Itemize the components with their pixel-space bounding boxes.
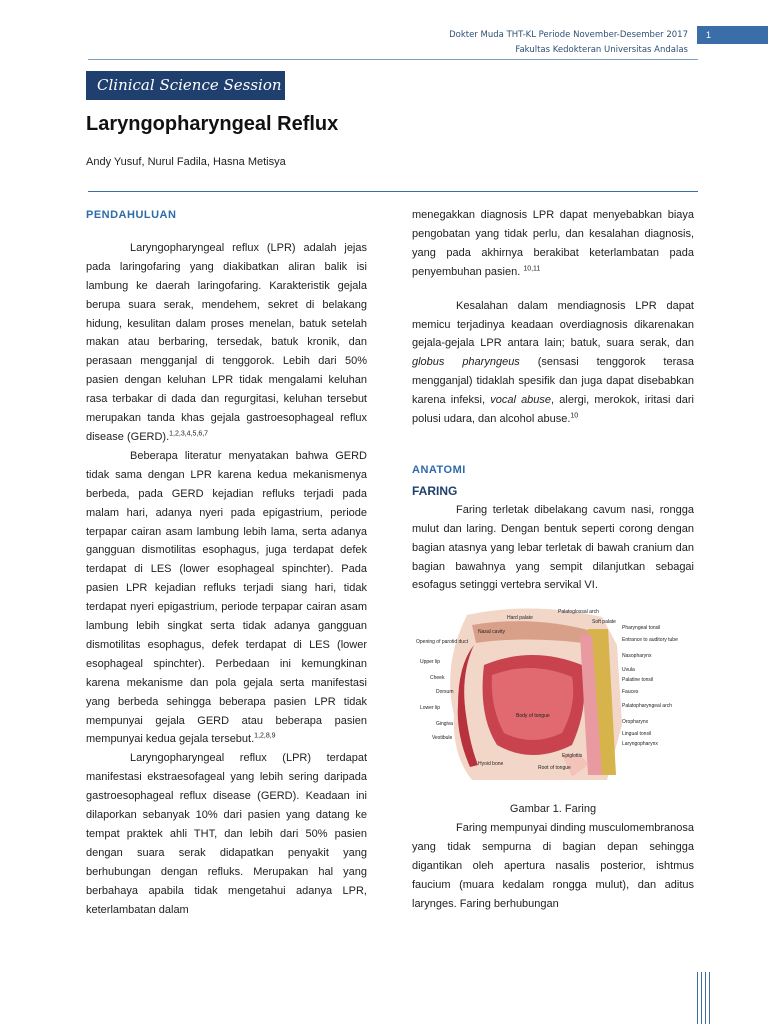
decorative-lines	[697, 972, 737, 1024]
paragraph-3: Laryngopharyngeal reflux (LPR) terdapat manifestasi ekstraesofageal yang lebih sering daripada gastroesophageal reflux disease (GERD). Keadaan ini dilaporkan sebanyak 10% dari pasien yang datang ke tempat praktek ahli THT, dan lebih dari 50% pasien dengan suara serak didapatkan penyakit yang berhubungan dengan refluks. Merupakan hal yang berbahaya apabila tidak mengetahui adanya LPR, keterlambatan dalam	[86, 752, 367, 916]
paper-title: Laryngopharyngeal Reflux	[86, 113, 339, 135]
header-rule	[88, 59, 698, 60]
label-vestibule: Vestibule	[432, 735, 453, 742]
paragraph-7: Faring mempunyai dinding musculomembranosa yang tidak sempurna di bagian depan sehingga digantikan oleh apertura nasalis posterior, ishtmus faucium (muara kedalam rongga mulut), dan aditus larynges. Faring berhubungan	[412, 822, 694, 910]
label-nasopharynx: Nasopharynx	[622, 653, 652, 660]
label-gingiva: Gingiva	[436, 721, 453, 728]
label-body-of-tongue: Body of tongue	[516, 713, 550, 720]
figure-caption: Gambar 1. Faring	[509, 803, 597, 816]
pharynx-anatomy-illustration	[412, 605, 678, 785]
label-uvula: Uvula	[622, 667, 635, 674]
running-header	[449, 28, 688, 58]
label-entrance-auditory: Entrance to auditory tube	[622, 637, 678, 644]
label-palatopharyngeal-arch: Palatopharyngeal arch	[622, 703, 673, 710]
label-upper-lip: Upper lip	[420, 659, 441, 666]
label-hyoid-bone: Hyoid bone	[478, 761, 504, 768]
paragraph-5: Kesalahan dalam mendiagnosis LPR dapat memicu terjadinya keadaan overdiagnosis dikarenakan gejala-gejala LPR antara lain; batuk, suara serak, dan globus pharyngeus (sensasi tenggorok terasa mengganjal) tidaklah spesifik dan juga dapat disebabkan karena infeksi, vocal abuse, alergi, merokok, iritasi dari polusi udara, dan alcohol abuse.$^{10}$	[412, 299, 694, 426]
label-root-of-tongue: Root of tongue	[538, 765, 571, 772]
citation: 10,11	[523, 265, 541, 273]
paragraph-1: Laryngopharyngeal reflux (LPR) adalah jejas pada laringofaring yang diakibatkan aliran balik isi lambung ke daerah laringofaring. Karakteristik gejala berupa suara serak, mendehem, sekret di belakang hidung, kesulitan dalam proses menelan, batuk setelah makan atau berbaring, tersedak, batuk kronik, dan perasaan mengganjal di tenggorok. Lebih dari 50% pasien dengan keluhan LPR tidak mengalami keluhan rasa terbakar di dada dan regurgitasi, keluhan tersebut merupakan tanda khas gejala gastroesophageal reflux disease (GERD).$^{1,2,3,4,5,6,7}$	[86, 241, 367, 443]
label-palatine-tonsil: Palatine tonsil	[622, 677, 654, 684]
label-palatoglossal-arch: Palatoglossal arch	[558, 609, 599, 616]
label-soft-palate: Soft palate	[592, 619, 616, 626]
label-fauces: Fauces	[622, 689, 639, 696]
label-lower-lip: Lower lip	[420, 705, 441, 712]
header-line-1: Dokter Muda THT-KL Periode November-Desember 2017	[449, 30, 688, 40]
citation: 10	[570, 412, 579, 420]
label-dorsum: Dorsum	[436, 689, 454, 696]
authors: Andy Yusuf, Nurul Fadila, Hasna Metisya	[86, 156, 286, 168]
page-number-badge: 1	[697, 26, 768, 44]
citation: 1,2,8,9	[254, 732, 276, 740]
label-hard-palate: Hard palate	[507, 615, 533, 622]
label-lingual-tonsil: Lingual tonsil	[622, 731, 652, 738]
right-column	[412, 206, 694, 914]
paragraph-6: Faring terletak dibelakang cavum nasi, rongga mulut dan laring. Dengan bentuk seperti corong dengan bagian atasnya yang lebar terletak di bawah cranium dan bagian bawahnya yang sempit dilanjutkan sebagai esofagus setinggi vertebra servikal VI.	[412, 503, 694, 592]
section-heading-pendahuluan: PENDAHULUAN	[86, 209, 177, 221]
subheading-faring: FARING	[412, 483, 458, 498]
label-nasal-cavity: Nasal cavity	[478, 629, 505, 636]
label-oropharynx: Oropharynx	[622, 719, 649, 726]
session-label: Clinical Science Session	[86, 71, 285, 100]
label-laryngopharynx: Laryngopharynx	[622, 741, 658, 748]
header-line-2: Fakultas Kedokteran Universitas Andalas	[515, 45, 688, 55]
section-heading-anatomi: ANATOMI	[412, 463, 466, 476]
label-cheek: Cheek	[430, 675, 445, 682]
paragraph-2: Beberapa literatur menyatakan bahwa GERD tidak sama dengan LPR karena kedua mekanismenya berbeda, pada GERD kejadian refluks terjadi pada malam hari, adanya nyeri pada epigastrium, periode terpapar cairan asam lambung lebih lama, serta adanya gangguan dismotilitas esophagus, juga terdapat defek terdapat di LES (lower esophageal spinchter). Pada pasien LPR kejadian refluks terjadi siang hari, tidak terdapat nyeri epigastrium, periode terpapar cairan asam lambung lebih singkat serta tidak adanya gangguan dismotilitas esophagus, defek terdapat di LES (lower esophageal spinchter). Perbedaan ini kemungkinan karena mekanisme dan pola gejala serta manifestasi yang berbeda sehingga beberapa pasien LPR tidak mempunyai gejala GERD atau beberapa pasien mempunyai kedua gejala tersebut.$^{1,2,8,9}$	[86, 449, 367, 746]
label-epiglottis: Epiglottis	[562, 753, 583, 760]
title-rule	[88, 191, 698, 192]
paragraph-4: menegakkan diagnosis LPR dapat menyebabkan biaya pengobatan yang tidak perlu, dan kesalahan diagnosis, yang pada akhirnya berakibat keterlambatan pada penyembuhan pasien. $^{10,11}$	[412, 209, 694, 278]
label-opening-parotid: Opening of parotid duct	[416, 639, 468, 646]
citation: 1,2,3,4,5,6,7	[169, 430, 209, 438]
label-pharyngeal-tonsil: Pharyngeal tonsil	[622, 625, 661, 632]
left-column	[86, 206, 367, 920]
